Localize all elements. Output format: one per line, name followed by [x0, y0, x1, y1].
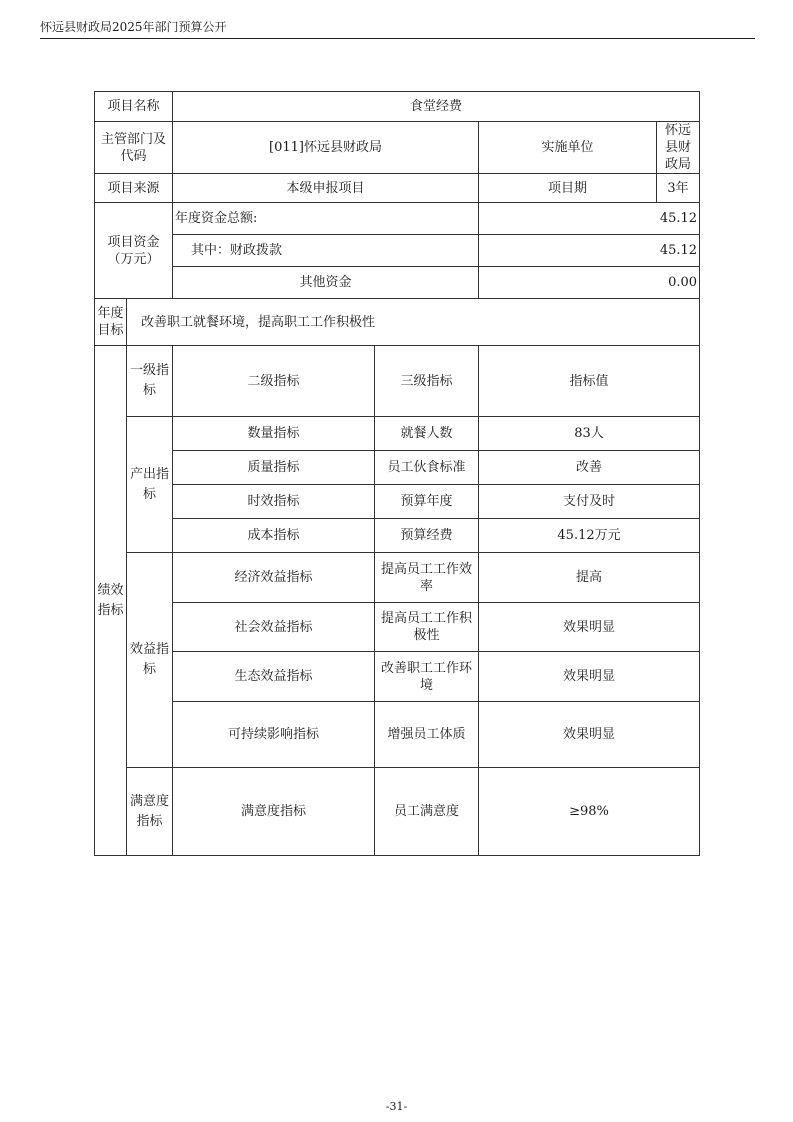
annual-goal-label: 年度目标	[95, 299, 127, 346]
fiscal-funds-label: 其中：财政拨款	[173, 235, 479, 267]
impl-label: 实施单位	[479, 122, 657, 174]
source-label: 项目来源	[95, 174, 173, 203]
total-funds-value: 45.12	[479, 203, 700, 235]
level2-cell: 质量指标	[173, 451, 375, 485]
header-rule	[40, 38, 755, 39]
value-cell: 效果明显	[479, 652, 700, 702]
value-cell: 提高	[479, 553, 700, 603]
table-row	[95, 417, 700, 451]
dept-label: 主管部门及代码	[95, 122, 173, 174]
project-name-label: 项目名称	[95, 92, 173, 122]
other-funds-label: 其他资金	[173, 267, 479, 299]
value-cell: 效果明显	[479, 603, 700, 652]
level3-header: 三级指标	[375, 346, 479, 417]
page-header-title: 怀远县财政局2025年部门预算公开	[40, 20, 227, 34]
period-label: 项目期	[479, 174, 657, 203]
level2-cell: 成本指标	[173, 519, 375, 553]
dept-value: [011]怀远县财政局	[173, 122, 479, 174]
table-row	[95, 519, 700, 553]
value-cell: 45.12万元	[479, 519, 700, 553]
table-row	[95, 553, 700, 603]
value-cell: ≥98%	[479, 768, 700, 856]
level2-cell: 社会效益指标	[173, 603, 375, 652]
table-row	[95, 267, 700, 299]
level3-cell: 员工满意度	[375, 768, 479, 856]
level2-cell: 时效指标	[173, 485, 375, 519]
table-row	[95, 235, 700, 267]
table-row	[95, 702, 700, 768]
level2-cell: 满意度指标	[173, 768, 375, 856]
page-number: -31-	[385, 1100, 408, 1113]
level3-cell: 增强员工体质	[375, 702, 479, 768]
value-cell: 效果明显	[479, 702, 700, 768]
impl-value: 怀远县财政局	[657, 122, 700, 174]
level3-cell: 改善职工工作环境	[375, 652, 479, 702]
level3-cell: 员工伙食标准	[375, 451, 479, 485]
performance-indicators-label: 绩效指标	[95, 346, 127, 856]
fiscal-funds-value: 45.12	[479, 235, 700, 267]
benefit-group-label: 效益指标	[127, 553, 173, 768]
level3-cell: 预算年度	[375, 485, 479, 519]
table-row	[95, 768, 700, 856]
table-row	[95, 122, 700, 174]
table-row	[95, 174, 700, 203]
annual-goal-value: 改善职工就餐环境，提高职工工作积极性	[127, 299, 700, 346]
value-cell: 83人	[479, 417, 700, 451]
table-row	[95, 652, 700, 702]
level2-header: 二级指标	[173, 346, 375, 417]
project-name-value: 食堂经费	[173, 92, 700, 122]
satisfaction-group-label: 满意度指标	[127, 768, 173, 856]
level3-cell: 预算经费	[375, 519, 479, 553]
period-value: 3年	[657, 174, 700, 203]
table-row	[95, 603, 700, 652]
funds-label: 项目资金（万元）	[95, 203, 173, 299]
output-group-label: 产出指标	[127, 417, 173, 553]
value-cell: 改善	[479, 451, 700, 485]
source-value: 本级申报项目	[173, 174, 479, 203]
table-row	[95, 203, 700, 235]
project-budget-table	[94, 91, 700, 856]
level1-header: 一级指标	[127, 346, 173, 417]
level2-cell: 生态效益指标	[173, 652, 375, 702]
level3-cell: 就餐人数	[375, 417, 479, 451]
level2-cell: 可持续影响指标	[173, 702, 375, 768]
table-row	[95, 451, 700, 485]
value-cell: 支付及时	[479, 485, 700, 519]
level3-cell: 提高员工工作积极性	[375, 603, 479, 652]
table-row	[95, 299, 700, 346]
table-row	[95, 485, 700, 519]
level2-cell: 经济效益指标	[173, 553, 375, 603]
level3-cell: 提高员工工作效率	[375, 553, 479, 603]
total-funds-label: 年度资金总额:	[173, 203, 479, 235]
level2-cell: 数量指标	[173, 417, 375, 451]
value-header: 指标值	[479, 346, 700, 417]
table-row	[95, 92, 700, 122]
table-row	[95, 346, 700, 417]
other-funds-value: 0.00	[479, 267, 700, 299]
